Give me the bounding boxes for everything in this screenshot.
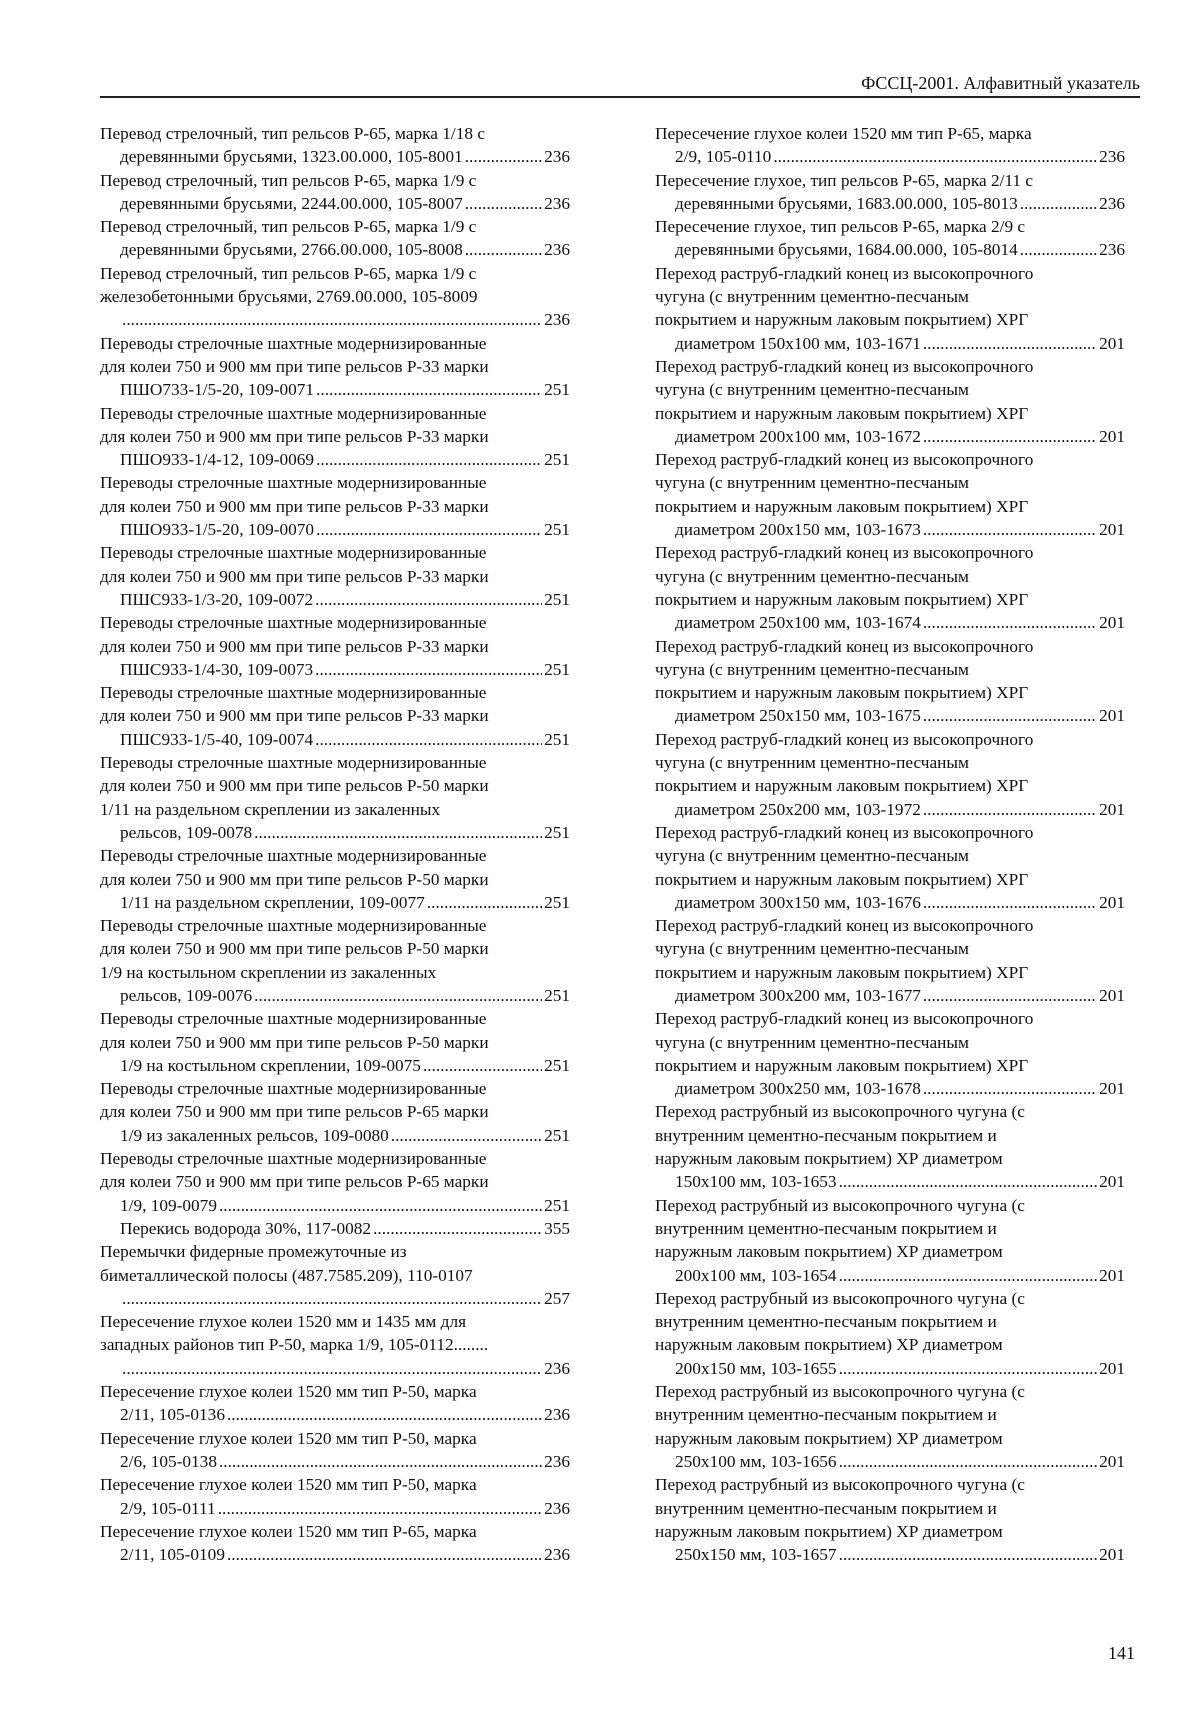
entry-text-line: покрытием и наружным лаковым покрытием) ХРГ <box>655 310 1029 330</box>
entry-text-line: 1/11 на раздельном скреплении из закаленных <box>100 799 441 819</box>
entry-text-line: Переход раструб-гладкий конец из высокопрочного <box>655 543 1034 563</box>
entry-text-tail: 2/9, 105-0111 <box>120 1498 216 1518</box>
entry-last-line <box>120 588 570 611</box>
index-entry <box>100 844 570 914</box>
index-column-right <box>655 122 1125 1566</box>
entry-text-tail: 1/11 на раздельном скреплении, 109-0077 <box>120 892 425 912</box>
entry-text-tail: диаметром 250х200 мм, 103-1972 <box>675 799 921 819</box>
entry-text-tail: рельсов, 109-0078 <box>120 822 253 842</box>
index-entry <box>655 635 1125 728</box>
entry-text-line: для колеи 750 и 900 мм при типе рельсов Р-50 марки <box>100 869 489 889</box>
page-reference: 236 <box>544 310 570 330</box>
entry-text-tail: деревянными брусьями, 1323.00.000, 105-8001 <box>120 147 463 167</box>
page-reference: 201 <box>1099 520 1125 540</box>
entry-last-line <box>120 448 570 471</box>
entry-text-line: 1/9 на костыльном скреплении из закаленных <box>100 962 437 982</box>
index-entry <box>100 1310 570 1380</box>
entry-text-tail: 1/9 из закаленных рельсов, 109-0080 <box>120 1125 389 1145</box>
entry-last-line <box>120 145 570 168</box>
entry-last-line <box>120 821 570 844</box>
entry-last-line <box>675 332 1125 355</box>
index-entry <box>655 169 1125 216</box>
entry-text-line: Переход раструбный из высокопрочного чугуна (с <box>655 1102 1025 1122</box>
entry-text-line: Переводы стрелочные шахтные модернизированные <box>100 333 487 353</box>
dot-leader <box>923 704 1097 727</box>
entry-text-line: Переводы стрелочные шахтные модернизированные <box>100 1149 487 1169</box>
entry-last-line <box>120 984 570 1007</box>
index-entry <box>655 355 1125 448</box>
entry-text-line: Переводы стрелочные шахтные модернизированные <box>100 846 487 866</box>
dot-leader <box>923 798 1097 821</box>
entry-text-line: биметаллической полосы (487.7585.209), 110-0107 <box>100 1265 473 1285</box>
index-entry <box>100 1380 570 1427</box>
index-entry <box>655 262 1125 355</box>
entry-text-line: Переход раструбный из высокопрочного чугуна (с <box>655 1382 1025 1402</box>
page-reference: 251 <box>544 380 570 400</box>
page-reference: 201 <box>1099 426 1125 446</box>
index-entry <box>100 262 570 332</box>
dot-leader <box>423 1054 542 1077</box>
page-reference: 251 <box>544 729 570 749</box>
page-reference: 236 <box>544 240 570 260</box>
entry-text-line: внутренним цементно-песчаным покрытием и <box>655 1312 997 1332</box>
dot-leader <box>122 1287 542 1310</box>
dot-leader <box>391 1124 542 1147</box>
entry-last-line <box>675 1077 1125 1100</box>
entry-last-line <box>675 425 1125 448</box>
entry-text-tail: диаметром 300х250 мм, 103-1678 <box>675 1079 921 1099</box>
page-reference: 251 <box>544 450 570 470</box>
entry-text-line: чугуна (с внутренним цементно-песчаным <box>655 659 969 679</box>
index-entry <box>655 448 1125 541</box>
entry-last-line <box>675 1170 1125 1193</box>
entry-text-line: Переводы стрелочные шахтные модернизированные <box>100 753 487 773</box>
entry-last-line <box>120 1194 570 1217</box>
index-entry <box>100 402 570 472</box>
page-reference: 251 <box>544 985 570 1005</box>
page-reference: 201 <box>1099 1545 1125 1565</box>
entry-last-line <box>675 518 1125 541</box>
entry-last-line <box>120 1450 570 1473</box>
entry-text-line: Перевод стрелочный, тип рельсов Р-65, марка 1/18 с <box>100 124 485 143</box>
entry-text-line: Перевод стрелочный, тип рельсов Р-65, марка 1/9 с <box>100 217 477 237</box>
index-entry <box>100 1147 570 1217</box>
entry-text-line: Пересечение глухое колеи 1520 мм тип Р-65, марка <box>100 1521 477 1541</box>
entry-text-tail: 2/9, 105-0110 <box>675 147 772 167</box>
entry-last-line <box>120 658 570 681</box>
entry-last-line <box>675 192 1125 215</box>
entry-text-line: Пересечение глухое колеи 1520 мм тип Р-65, марка <box>655 124 1032 143</box>
entry-text-line: Пересечение глухое колеи 1520 мм тип Р-50, марка <box>100 1382 477 1402</box>
entry-text-line: для колеи 750 и 900 мм при типе рельсов Р-33 марки <box>100 706 489 726</box>
entry-text-line: Переход раструб-гладкий конец из высокопрочного <box>655 1009 1034 1029</box>
dot-leader <box>315 728 542 751</box>
entry-text-tail: диаметром 200х100 мм, 103-1672 <box>675 426 921 446</box>
dot-leader <box>773 145 1097 168</box>
entry-text-line: западных районов тип Р-50, марка 1/9, 105-0112........ <box>100 1335 489 1355</box>
entry-text-line: Переход раструб-гладкий конец из высокопрочного <box>655 356 1034 376</box>
dot-leader <box>373 1217 542 1240</box>
dot-leader <box>465 238 542 261</box>
index-entry <box>100 1240 570 1310</box>
dot-leader <box>923 332 1097 355</box>
dot-leader <box>839 1357 1098 1380</box>
entry-text-tail: диаметром 300х200 мм, 103-1677 <box>675 985 921 1005</box>
dot-leader <box>254 821 542 844</box>
entry-text-line: покрытием и наружным лаковым покрытием) ХРГ <box>655 589 1029 609</box>
entry-last-line <box>120 728 570 751</box>
index-entry <box>655 541 1125 634</box>
index-entry <box>100 1217 570 1240</box>
dot-leader <box>839 1450 1098 1473</box>
entry-text-line: Переход раструб-гладкий конец из высокопрочного <box>655 729 1034 749</box>
dot-leader <box>122 308 542 331</box>
entry-text-line: для колеи 750 и 900 мм при типе рельсов Р-33 марки <box>100 566 489 586</box>
entry-text-line: покрытием и наружным лаковым покрытием) ХРГ <box>655 962 1029 982</box>
entry-text-line: Переводы стрелочные шахтные модернизированные <box>100 403 487 423</box>
entry-text-tail: 1/9 на костыльном скреплении, 109-0075 <box>120 1055 421 1075</box>
page-header <box>100 66 1140 98</box>
dot-leader <box>839 1170 1098 1193</box>
entry-last-line <box>675 1450 1125 1473</box>
entry-text-line: чугуна (с внутренним цементно-песчаным <box>655 846 969 866</box>
entry-text-line: чугуна (с внутренним цементно-песчаным <box>655 939 969 959</box>
entry-last-line <box>675 145 1125 168</box>
index-entry <box>100 751 570 844</box>
index-column-left <box>100 122 570 1566</box>
entry-text-tail: 250х100 мм, 103-1656 <box>675 1451 837 1471</box>
entry-text-line: наружным лаковым покрытием) ХР диаметром <box>655 1335 1003 1355</box>
index-entry <box>100 1473 570 1520</box>
index-entry <box>100 215 570 262</box>
entry-text-line: покрытием и наружным лаковым покрытием) ХРГ <box>655 403 1029 423</box>
page-reference: 201 <box>1099 613 1125 633</box>
index-entry <box>655 1473 1125 1566</box>
entry-last-line <box>120 1054 570 1077</box>
entry-text-tail: диаметром 200х150 мм, 103-1673 <box>675 520 921 540</box>
entry-last-line <box>120 1287 570 1310</box>
entry-last-line <box>675 704 1125 727</box>
entry-text-line: Переводы стрелочные шахтные модернизированные <box>100 683 487 703</box>
entry-text-tail: 2/6, 105-0138 <box>120 1451 217 1471</box>
entry-text-line: для колеи 750 и 900 мм при типе рельсов Р-65 марки <box>100 1172 489 1192</box>
entry-text-line: для колеи 750 и 900 мм при типе рельсов Р-50 марки <box>100 776 489 796</box>
entry-last-line <box>120 378 570 401</box>
index-entry <box>655 215 1125 262</box>
entry-text-line: Перевод стрелочный, тип рельсов Р-65, марка 1/9 с <box>100 263 477 283</box>
entry-text-line: Переход раструбный из высокопрочного чугуна (с <box>655 1475 1025 1495</box>
page-number: 141 <box>1108 1643 1135 1663</box>
page-reference: 355 <box>544 1218 570 1238</box>
page-reference: 201 <box>1099 985 1125 1005</box>
page-reference: 251 <box>544 822 570 842</box>
entry-text-line: для колеи 750 и 900 мм при типе рельсов Р-50 марки <box>100 939 489 959</box>
index-entry <box>100 332 570 402</box>
entry-text-line: Переводы стрелочные шахтные модернизированные <box>100 916 487 936</box>
entry-text-line: железобетонными брусьями, 2769.00.000, 105-8009 <box>100 287 478 307</box>
index-entry <box>100 1007 570 1077</box>
dot-leader <box>227 1403 542 1426</box>
dot-leader <box>923 1077 1097 1100</box>
entry-text-line: покрытием и наружным лаковым покрытием) ХРГ <box>655 683 1029 703</box>
entry-text-line: Переход раструб-гладкий конец из высокопрочного <box>655 636 1034 656</box>
dot-leader <box>219 1194 542 1217</box>
entry-text-line: Пересечение глухое, тип рельсов Р-65, марка 2/9 с <box>655 217 1026 237</box>
entry-last-line <box>120 518 570 541</box>
index-entry <box>655 728 1125 821</box>
entry-text-tail: 150х100 мм, 103-1653 <box>675 1172 837 1192</box>
entry-text-tail: деревянными брусьями, 1683.00.000, 105-8013 <box>675 193 1018 213</box>
entry-text-line: наружным лаковым покрытием) ХР диаметром <box>655 1149 1003 1169</box>
entry-text-line: покрытием и наружным лаковым покрытием) ХРГ <box>655 776 1029 796</box>
page-reference: 251 <box>544 589 570 609</box>
entry-text-tail: деревянными брусьями, 2766.00.000, 105-8008 <box>120 240 463 260</box>
page-reference: 236 <box>544 1405 570 1425</box>
dot-leader <box>923 425 1097 448</box>
entry-text-tail: ПШС933-1/4-30, 109-0073 <box>120 659 314 679</box>
entry-last-line <box>675 611 1125 634</box>
entry-text-line: чугуна (с внутренним цементно-песчаным <box>655 473 969 493</box>
index-entry <box>655 1380 1125 1473</box>
index-entry <box>100 541 570 611</box>
entry-text-line: наружным лаковым покрытием) ХР диаметром <box>655 1521 1003 1541</box>
entry-text-line: чугуна (с внутренним цементно-песчаным <box>655 753 969 773</box>
entry-text-line: Переводы стрелочные шахтные модернизированные <box>100 473 487 493</box>
page-reference: 251 <box>544 659 570 679</box>
entry-text-line: покрытием и наружным лаковым покрытием) ХРГ <box>655 869 1029 889</box>
page-reference: 201 <box>1099 706 1125 726</box>
entry-text-line: Переход раструб-гладкий конец из высокопрочного <box>655 263 1034 283</box>
entry-text-line: Переводы стрелочные шахтные модернизированные <box>100 1079 487 1099</box>
dot-leader <box>923 984 1097 1007</box>
entry-text-line: для колеи 750 и 900 мм при типе рельсов Р-33 марки <box>100 426 489 446</box>
dot-leader <box>465 192 542 215</box>
page-reference: 236 <box>544 1451 570 1471</box>
entry-last-line <box>120 1357 570 1380</box>
page-reference: 257 <box>544 1288 570 1308</box>
entry-text-line: внутренним цементно-песчаным покрытием и <box>655 1405 997 1425</box>
index-entry <box>655 1007 1125 1100</box>
entry-text-line: чугуна (с внутренним цементно-песчаным <box>655 380 969 400</box>
entry-last-line <box>675 1264 1125 1287</box>
index-entry <box>100 1520 570 1567</box>
entry-text-line: Переход раструбный из высокопрочного чугуна (с <box>655 1288 1025 1308</box>
page-reference: 201 <box>1099 1265 1125 1285</box>
entry-text-tail: рельсов, 109-0076 <box>120 985 253 1005</box>
page-reference: 236 <box>544 1358 570 1378</box>
page-reference: 251 <box>544 1195 570 1215</box>
entry-text-line: покрытием и наружным лаковым покрытием) ХРГ <box>655 496 1029 516</box>
page-reference: 201 <box>1099 1451 1125 1471</box>
page-reference: 236 <box>544 1545 570 1565</box>
page-reference: 236 <box>544 193 570 213</box>
entry-last-line <box>120 1497 570 1520</box>
page-reference: 236 <box>544 147 570 167</box>
page-reference: 201 <box>1099 1079 1125 1099</box>
index-entry <box>100 122 570 169</box>
entry-text-line: Переводы стрелочные шахтные модернизированные <box>100 1009 487 1029</box>
dot-leader <box>219 1450 542 1473</box>
index-entry <box>100 471 570 541</box>
page-reference: 201 <box>1099 333 1125 353</box>
entry-text-tail: ПШС933-1/5-40, 109-0074 <box>120 729 314 749</box>
entry-text-line: для колеи 750 и 900 мм при типе рельсов Р-65 марки <box>100 1102 489 1122</box>
page-reference: 201 <box>1099 1358 1125 1378</box>
index-entry <box>100 681 570 751</box>
dot-leader <box>316 378 542 401</box>
entry-text-line: Пересечение глухое колеи 1520 мм тип Р-50, марка <box>100 1475 477 1495</box>
dot-leader <box>427 891 542 914</box>
dot-leader <box>1020 238 1097 261</box>
entry-text-line: Перемычки фидерные промежуточные из <box>100 1242 407 1262</box>
dot-leader <box>1020 192 1097 215</box>
entry-text-line: чугуна (с внутренним цементно-песчаным <box>655 566 969 586</box>
page-reference: 201 <box>1099 799 1125 819</box>
entry-text-tail: Перекись водорода 30%, 117-0082 <box>120 1218 372 1238</box>
index-entry <box>100 611 570 681</box>
entry-text-line: Пересечение глухое колеи 1520 мм тип Р-50, марка <box>100 1428 477 1448</box>
entry-text-tail: диаметром 300х150 мм, 103-1676 <box>675 892 921 912</box>
entry-text-line: внутренним цементно-песчаным покрытием и <box>655 1218 997 1238</box>
entry-last-line <box>120 1543 570 1566</box>
entry-text-line: Пересечение глухое, тип рельсов Р-65, марка 2/11 с <box>655 170 1034 190</box>
dot-leader <box>923 891 1097 914</box>
index-entry <box>655 122 1125 169</box>
entry-text-tail: 1/9, 109-0079 <box>120 1195 217 1215</box>
page-reference: 236 <box>1099 193 1125 213</box>
index-entry <box>100 1427 570 1474</box>
entry-text-line: чугуна (с внутренним цементно-песчаным <box>655 287 969 307</box>
entry-text-line: для колеи 750 и 900 мм при типе рельсов Р-33 марки <box>100 496 489 516</box>
page-reference: 251 <box>544 1055 570 1075</box>
entry-text-tail: 2/11, 105-0136 <box>120 1405 225 1425</box>
entry-text-line: для колеи 750 и 900 мм при типе рельсов Р-50 марки <box>100 1032 489 1052</box>
entry-text-line: Переводы стрелочные шахтные модернизированные <box>100 543 487 563</box>
page-reference: 201 <box>1099 1172 1125 1192</box>
dot-leader <box>839 1264 1098 1287</box>
entry-text-line: наружным лаковым покрытием) ХР диаметром <box>655 1428 1003 1448</box>
dot-leader <box>315 588 542 611</box>
entry-text-tail: 200х150 мм, 103-1655 <box>675 1358 837 1378</box>
entry-text-line: Переход раструб-гладкий конец из высокопрочного <box>655 916 1034 936</box>
entry-last-line <box>120 1124 570 1147</box>
entry-text-line: наружным лаковым покрытием) ХР диаметром <box>655 1242 1003 1262</box>
dot-leader <box>122 1357 542 1380</box>
entry-text-tail: ПШС933-1/3-20, 109-0072 <box>120 589 314 609</box>
dot-leader <box>923 518 1097 541</box>
entry-text-tail: диаметром 250х100 мм, 103-1674 <box>675 613 921 633</box>
entry-text-tail: деревянными брусьями, 1684.00.000, 105-8014 <box>675 240 1018 260</box>
entry-last-line <box>675 798 1125 821</box>
entry-last-line <box>675 1357 1125 1380</box>
dot-leader <box>839 1543 1098 1566</box>
page-reference: 251 <box>544 892 570 912</box>
index-entry <box>655 1100 1125 1193</box>
entry-text-tail: 2/11, 105-0109 <box>120 1545 225 1565</box>
entry-last-line <box>120 891 570 914</box>
index-entry <box>655 914 1125 1007</box>
index-entry <box>655 1287 1125 1380</box>
entry-text-line: Переход раструб-гладкий конец из высокопрочного <box>655 822 1034 842</box>
entry-last-line <box>120 1403 570 1426</box>
entry-last-line <box>675 1543 1125 1566</box>
entry-text-line: Перевод стрелочный, тип рельсов Р-65, марка 1/9 с <box>100 170 477 190</box>
dot-leader <box>315 658 542 681</box>
entry-text-tail: диаметром 150х100 мм, 103-1671 <box>675 333 921 353</box>
index-entry <box>655 821 1125 914</box>
dot-leader <box>316 448 542 471</box>
entry-text-line: внутренним цементно-песчаным покрытием и <box>655 1125 997 1145</box>
index-entry <box>100 1077 570 1147</box>
entry-last-line <box>675 891 1125 914</box>
index-entry <box>100 169 570 216</box>
page-reference: 236 <box>544 1498 570 1518</box>
page-reference: 201 <box>1099 892 1125 912</box>
page-reference: 251 <box>544 520 570 540</box>
entry-text-tail: деревянными брусьями, 2244.00.000, 105-8007 <box>120 193 463 213</box>
dot-leader <box>227 1543 542 1566</box>
entry-last-line <box>120 192 570 215</box>
entry-text-tail: 200х100 мм, 103-1654 <box>675 1265 837 1285</box>
entry-text-line: чугуна (с внутренним цементно-песчаным <box>655 1032 969 1052</box>
entry-text-tail: ПШО933-1/4-12, 109-0069 <box>120 450 315 470</box>
entry-last-line <box>120 1217 570 1240</box>
index-entry <box>100 914 570 1007</box>
entry-text-line: внутренним цементно-песчаным покрытием и <box>655 1498 997 1518</box>
entry-last-line <box>120 308 570 331</box>
entry-text-line: для колеи 750 и 900 мм при типе рельсов Р-33 марки <box>100 636 489 656</box>
entry-text-tail: ПШО933-1/5-20, 109-0070 <box>120 520 315 540</box>
entry-text-line: Переход раструб-гладкий конец из высокопрочного <box>655 450 1034 470</box>
page-reference: 251 <box>544 1125 570 1145</box>
entry-text-tail: диаметром 250х150 мм, 103-1675 <box>675 706 921 726</box>
entry-text-line: Переводы стрелочные шахтные модернизированные <box>100 613 487 633</box>
dot-leader <box>316 518 542 541</box>
entry-text-line: для колеи 750 и 900 мм при типе рельсов Р-33 марки <box>100 356 489 376</box>
entry-last-line <box>675 238 1125 261</box>
dot-leader <box>218 1497 542 1520</box>
dot-leader <box>465 145 542 168</box>
header-title: ФССЦ-2001. Алфавитный указатель <box>861 73 1140 93</box>
entry-text-tail: ПШО733-1/5-20, 109-0071 <box>120 380 315 400</box>
entry-last-line <box>675 984 1125 1007</box>
dot-leader <box>254 984 542 1007</box>
entry-text-line: покрытием и наружным лаковым покрытием) ХРГ <box>655 1055 1029 1075</box>
page-reference: 236 <box>1099 147 1125 167</box>
entry-text-tail: 250х150 мм, 103-1657 <box>675 1545 837 1565</box>
index-entry <box>655 1194 1125 1287</box>
entry-text-line: Пересечение глухое колеи 1520 мм и 1435 мм для <box>100 1312 467 1332</box>
dot-leader <box>923 611 1097 634</box>
entry-text-line: Переход раструбный из высокопрочного чугуна (с <box>655 1195 1025 1215</box>
entry-last-line <box>120 238 570 261</box>
page-reference: 236 <box>1099 240 1125 260</box>
